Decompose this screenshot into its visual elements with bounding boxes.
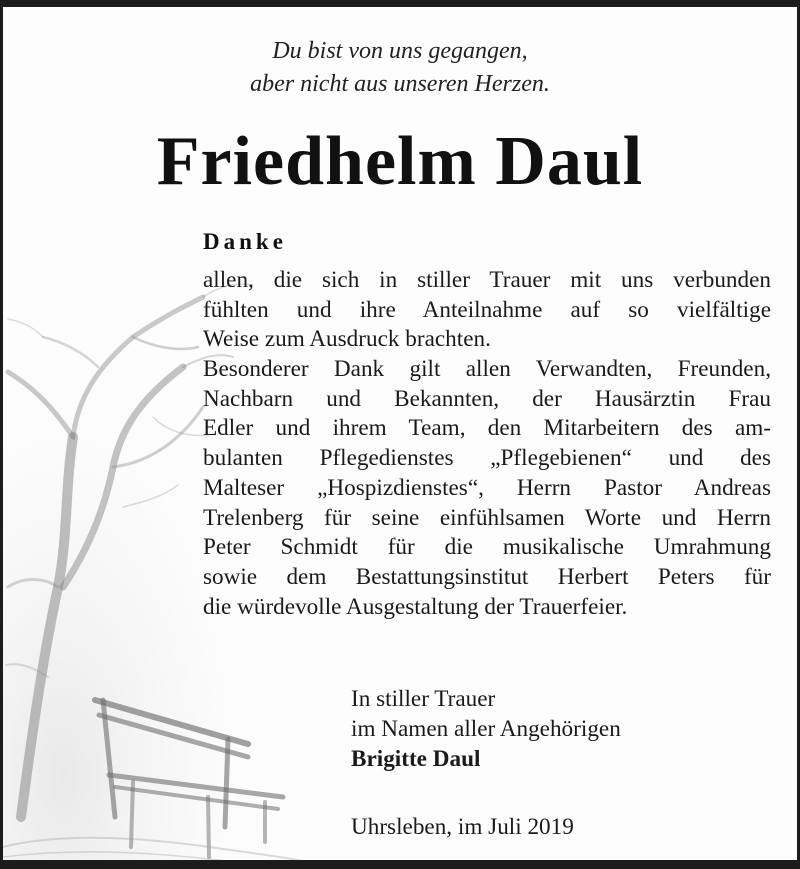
thanks-heading: Danke: [203, 229, 287, 254]
text-line: Trelenberg für seine einfühlsamen Worte und Herrn: [203, 504, 771, 531]
closing-line: In stiller Trauer: [351, 686, 496, 712]
text-line: Nachbarn und Bekannten, der Hausärztin Frau: [203, 385, 771, 412]
text-line: Weise zum Ausdruck brachten.: [203, 326, 491, 353]
thanks-text: [203, 266, 771, 622]
text-line: sowie dem Bestattungsinstitut Herbert Peters für: [203, 563, 771, 590]
quote-line: Du bist von uns gegangen,: [272, 38, 528, 64]
closing-line: im Namen aller Angehörigen: [351, 716, 621, 742]
memorial-quote: [3, 35, 797, 101]
text-line: Besonderer Dank gilt allen Verwandten, Freunden,: [203, 356, 771, 383]
closing-block: [351, 684, 621, 774]
text-line: allen, die sich in stiller Trauer mit uns verbunden: [203, 267, 771, 293]
text-line: bulanten Pflegedienstes „Pflegebienen“ und des: [203, 445, 771, 472]
place-and-date: Uhrsleben, im Juli 2019: [351, 814, 574, 840]
text-line: Malteser „Hospizdienstes“, Herrn Pastor Andreas: [203, 474, 771, 501]
text-line: Peter Schmidt für die musikalische Umrahmung: [203, 534, 771, 561]
quote-line: aber nicht aus unseren Herzen.: [250, 71, 550, 97]
text-line: die würdevolle Ausgestaltung der Trauerfeier.: [203, 593, 628, 620]
signer-name: Brigitte Daul: [351, 746, 481, 772]
text-line: fühlten und ihre Anteilnahme auf so vielfältige: [203, 296, 771, 323]
text-line: Edler und ihrem Team, den Mitarbeitern des am-: [203, 415, 771, 442]
deceased-name: Friedhelm Daul: [156, 123, 644, 200]
